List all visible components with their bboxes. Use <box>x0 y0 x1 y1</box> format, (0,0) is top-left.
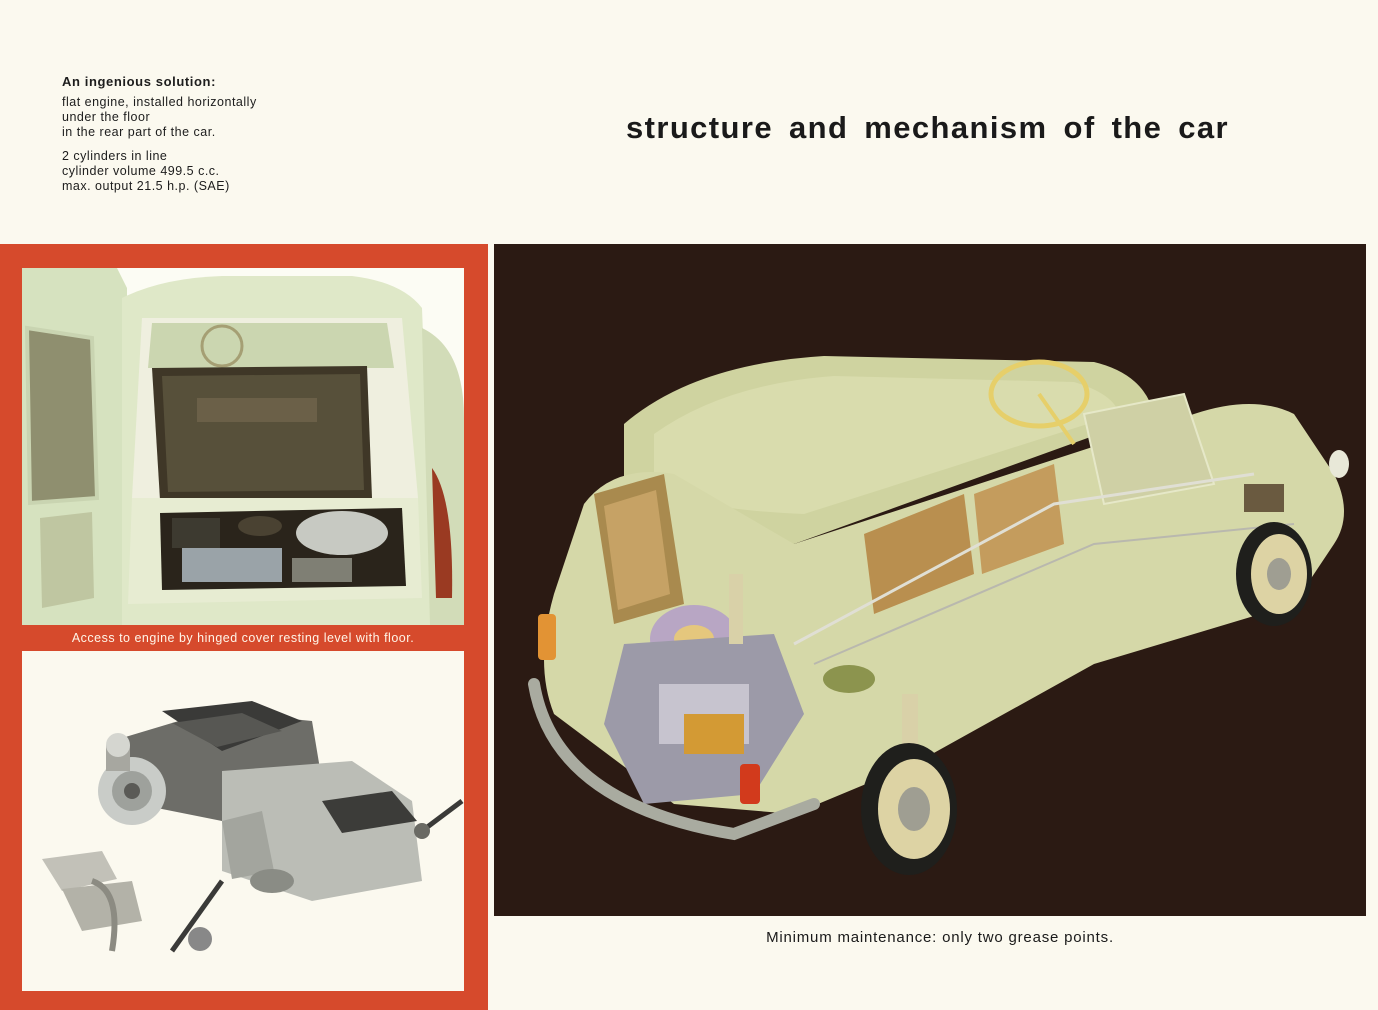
intro-engine-description <box>62 95 322 140</box>
intro-line: flat engine, installed horizontally <box>62 95 257 109</box>
engine-access-caption: Access to engine by hinged cover resting level with floor. <box>71 631 415 645</box>
engine-access-photo <box>22 268 464 625</box>
engine-unit-illustration <box>22 651 464 991</box>
car-cutaway-illustration <box>494 244 1366 916</box>
intro-text <box>62 74 322 203</box>
spec-line: max. output 21.5 h.p. (SAE) <box>62 179 230 193</box>
spec-line: cylinder volume 499.5 c.c. <box>62 164 220 178</box>
intro-engine-specs <box>62 149 322 194</box>
intro-line: under the floor <box>62 110 151 124</box>
maintenance-caption: Minimum maintenance: only two grease points. <box>766 929 1114 946</box>
page-title: structure and mechanism of the car <box>626 110 1230 145</box>
intro-heading: An ingenious solution: <box>62 74 217 89</box>
spec-line: 2 cylinders in line <box>62 149 168 163</box>
intro-line: in the rear part of the car. <box>62 125 216 139</box>
